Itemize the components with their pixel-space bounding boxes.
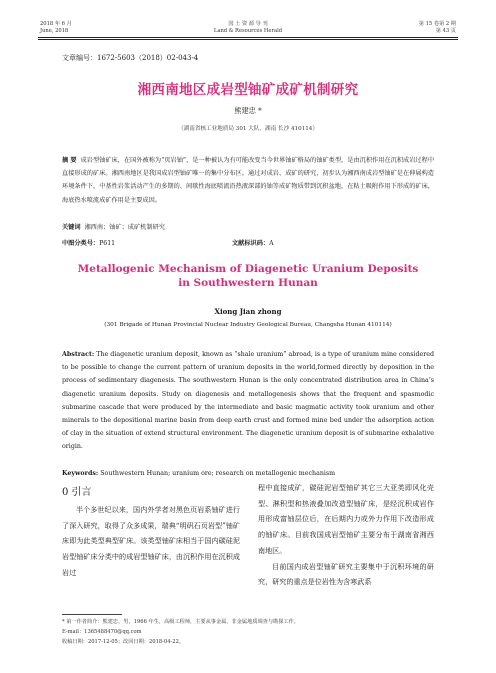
header-right xyxy=(419,21,456,35)
clc-value: P611 xyxy=(99,240,116,247)
doc-value: A xyxy=(269,240,274,247)
header-rule-bottom xyxy=(38,39,458,40)
intro-paragraph: 半个多世纪以来，国内外学者对黑色页岩系铀矿进行了深入研究，取得了众多成果，瑞典“明矾石页岩型”铀矿床即为此类型典型矿床。该类型铀矿床相当于国内碳硅泥岩型铀矿床分类中的成岩型铀矿床，由沉积作用在沉积成岩过 xyxy=(62,505,240,577)
intro-column-left xyxy=(62,502,240,581)
abstract-text-en: The diagenetic uranium deposit, known as “shale uranium” abroad, is a type of uranium mine considered to be possible to change the current pattern of uranium deposits in the world,formed directly by deposition in the process of sedimentary diagenesis. The southwestern Hunan is the only concentrated distribution area in China’s diagenetic uranium deposits. Study on diagenesis and metallogenesis shows that the frequent and spasmodic submarine cascade that were produced by the intermediate and basic magmatic activity took uranium and other minerals to the depositional marine basin from deep earth crust and formed mine bed under the adsorption action of clay in the situation of extend structural environment. The diagenetic uranium deposit is of submarine exhalative origin. xyxy=(62,351,434,451)
intro-column-right xyxy=(258,480,434,590)
header-rule-top xyxy=(38,37,458,38)
keywords-label-en: Keywords: xyxy=(62,470,99,477)
abstract-en xyxy=(62,348,434,454)
journal-name-cn: 国 土 资 源 导 刊 xyxy=(228,21,268,27)
header-date-cn: 2018 年 6 月 xyxy=(40,21,72,27)
clc-number xyxy=(62,238,115,247)
footnote-rule xyxy=(62,614,122,615)
volume-issue: 第 15 卷第 2 期 xyxy=(418,21,456,27)
journal-name-en: Land & Resources Herald xyxy=(213,28,283,34)
title-en-line-1: Metallogenic Mechanism of Diagenetic Uranium Deposits xyxy=(77,263,419,275)
document-code xyxy=(232,238,274,247)
author-en: Xiong Jian zhong xyxy=(214,307,282,316)
footnote-author-bio: * 第一作者简介：熊建忠，男，1966 年生，高级工程师，主要从事金属、非金属地质调查与勘探工作。 xyxy=(62,619,299,625)
keywords-text-cn: 湘西南；铀矿；成矿机制研究 xyxy=(84,224,165,231)
title-en xyxy=(0,262,496,290)
doc-label: 文献标识码： xyxy=(232,240,270,247)
intro-paragraph-continued: 程中直接成矿，碳硅泥岩型铀矿其它三大亚类即风化壳型、淋积型和热液叠加改造型铀矿床，是经沉积成岩作用形成富铀层位后，在后期内力或外力作用下改造形成的铀矿床。目前我国成岩型铀矿主要分布于湖南省湘西南地区。 xyxy=(258,483,434,555)
footnote-dates: 收稿日期：2017-12-05；改回日期：2018-04-22。 xyxy=(62,639,185,645)
abstract-label-en: Abstract: xyxy=(62,351,95,358)
title-en-line-2: in Southwestern Hunan xyxy=(178,277,318,289)
footnote xyxy=(62,617,442,647)
keywords-text-en: Southwestern Hunan; uranium ore; research on metallogenic mechanism xyxy=(100,470,336,477)
clc-label: 中图分类号： xyxy=(62,240,100,247)
footnote-email: E-mail：1365488470@qq.com xyxy=(62,629,142,635)
affiliation-cn: （湖南省核工业地质局 301 大队，湖南 长沙 410114） xyxy=(178,126,318,132)
abstract-text-cn: 成岩型铀矿床，在国外被称为“页岩铀”，是一种被认为有可能改变当今世界铀矿格局的铀矿类型，是由沉积作用在沉积成岩过程中直接形成的矿床。湘西南地区是我国成岩型铀矿唯一的集中分布区。通过对成岩、成矿的研究，初步认为湘西南成岩型铀矿是在伸展构造环境条件下，中基性岩浆活动产生的多期的、间歇性海底喷流沿热液深部的铀等成矿物质带到沉积盆地，在粘土吸附作用下形成的矿床，海底热水喷流成矿作用是主要成因。 xyxy=(62,157,435,204)
keywords-en xyxy=(62,470,335,477)
author-cn: 熊建忠 * xyxy=(234,106,262,115)
article-number: 文章编号：1672-5603（2018）02-043-4 xyxy=(62,54,199,62)
intro-paragraph: 目前国内成岩型铀矿研究主要集中于沉积环境的研究，研究的重点是位岩性为含寒武系 xyxy=(258,561,434,587)
abstract-cn xyxy=(62,154,434,207)
section-heading-intro: 0 引言 xyxy=(62,487,92,498)
affiliation-en: (301 Brigade of Hunan Provincial Nuclear Industry Geological Bureau, Changsha Hunan 410114) xyxy=(104,322,392,328)
page-number: 第 43 页 xyxy=(435,28,456,34)
title-cn: 湘西南地区成岩型铀矿成矿机制研究 xyxy=(137,82,359,98)
keywords-label-cn: 关键词 xyxy=(62,224,81,231)
abstract-label-cn: 摘 要 xyxy=(62,157,77,164)
keywords-cn xyxy=(62,222,165,231)
header-date-en: June, 2018 xyxy=(40,28,69,34)
